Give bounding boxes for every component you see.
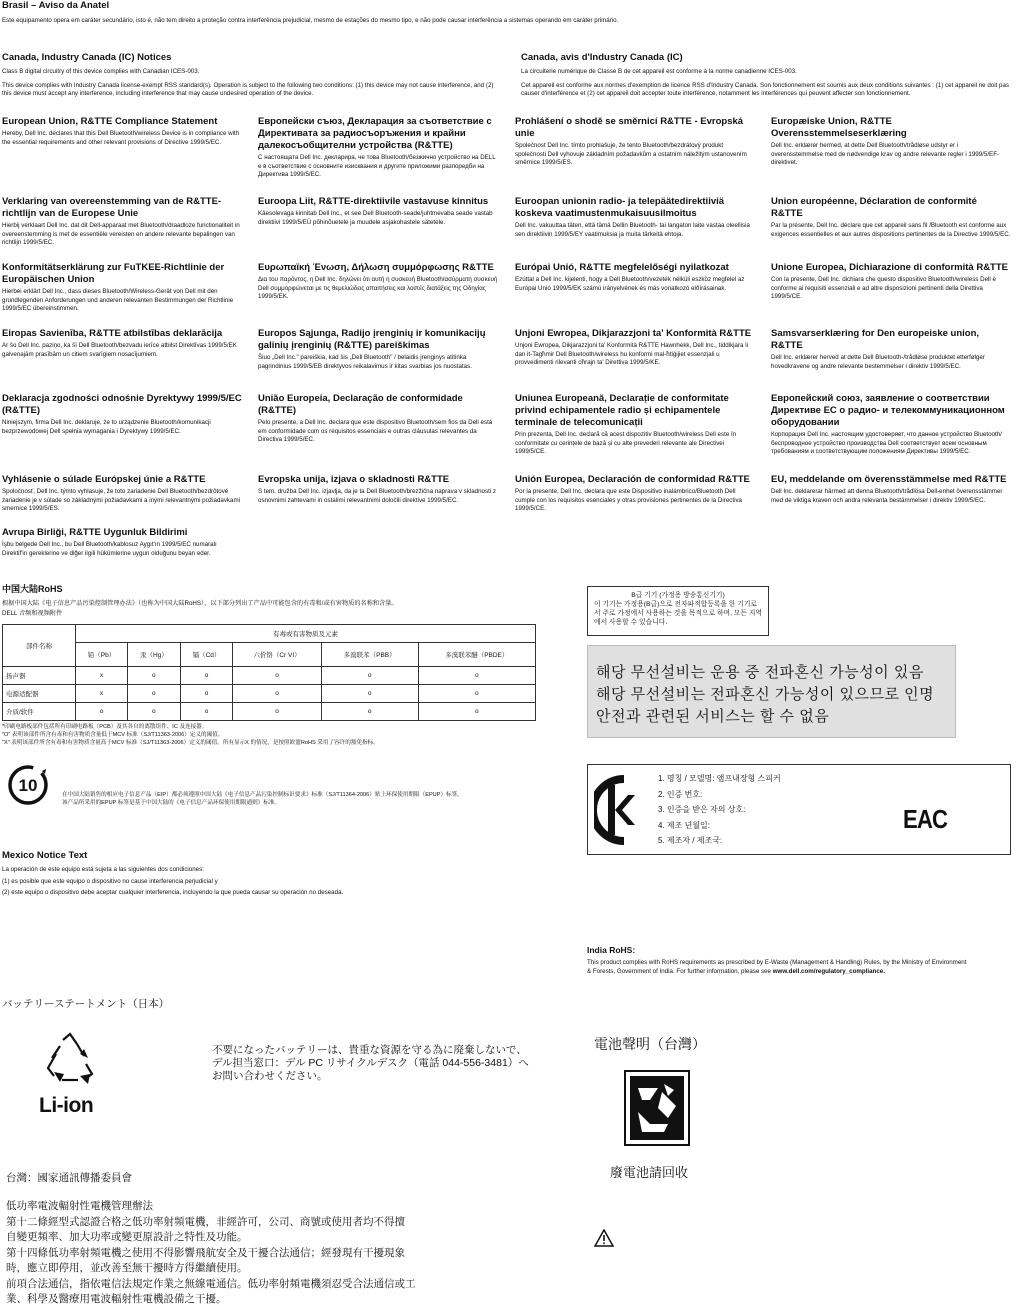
column-header: 六价铬（Cr VI） bbox=[233, 643, 321, 667]
row-name: 扬声器 bbox=[3, 667, 76, 685]
eu-text: Δια του παρόντος, η Dell Inc. δηλώνει ότι αυτή η συσκευή Bluetooth/ασύρματη συσκευή Dell συμμορφώνεται με τις θεμελιώδεις απαιτήσεις και λοιπές διατάξεις της Οδηγίας 1999/5/EK. bbox=[258, 276, 498, 301]
taiwan-ncc-line: 前項合法通信，指依電信法規定作業之無線電通信。低功率射頻電機須忍受合法通信或工 bbox=[6, 1277, 416, 1290]
kc-mark-icon bbox=[594, 775, 644, 845]
korea-class-b-text: 이 기기는 가정용(B급)으로 전자파적합등록을 한 기기로서 주로 가정에서 사용하는 것을 목적으로 하며, 모든 지역에서 사용할 수 있습니다. bbox=[594, 601, 763, 626]
eu-statement bbox=[515, 328, 755, 368]
korea-radio-line: 안전과 관련된 서비스는 할 수 없음 bbox=[596, 708, 830, 725]
taiwan-battery-title: 電池聲明（台灣） bbox=[594, 1036, 706, 1052]
table-cell: o bbox=[321, 667, 418, 685]
eu-title: Europæiske Union, R&TTE Overensstemmelseserklæring bbox=[771, 116, 907, 139]
eu-title: Samsvarserklæring for Den europeiske union, R&TTE bbox=[771, 328, 980, 351]
korea-class-b-title: B급 기기 (가정용 방송통신기기) bbox=[631, 592, 725, 599]
epup-line2: 该产品所采用的EPUP 标签是基于中国大陆的《电子信息产品环保使用期限通则》标准。 bbox=[62, 800, 281, 806]
taiwan-ncc-line: 低功率電波輻射性電機管理辦法 bbox=[6, 1200, 153, 1212]
eu-statement bbox=[2, 393, 242, 436]
eu-statement bbox=[515, 116, 755, 168]
table-cell: o bbox=[76, 703, 128, 721]
eu-title: Union européenne, Déclaration de conformité R&TTE bbox=[771, 196, 977, 219]
eu-text: Käesolevaga kinnitab Dell Inc., et see Dell Bluetooth-seade/juhtmevaba seade vastab direktiivi 1999/5/EÜ põhinõuetele ja muudele asjakohastele sätetele. bbox=[258, 210, 493, 226]
taiwan-ncc-line: 第十二條經型式認證合格之低功率射頻電機，非經許可，公司、商號或使用者均不得擅 bbox=[6, 1215, 405, 1228]
eu-text: Con la presente, Dell Inc. dichiara che questo dispositivo Bluetooth/wireless Dell è conforme ai requisiti essenziali e ad altre disposizioni pertinenti della Direttiva 1999/5/CE. bbox=[771, 276, 996, 301]
eu-text: Hereby, Dell Inc. declares that this Dell Bluetooth/wireless Device is in compliance with the essential requirements and other relevant provisions of Directive 1999/5/EC. bbox=[2, 130, 240, 146]
eu-text: Par la présente, Dell Inc. déclare que cet appareil sans fil /Bluetooth est conforme aux exigences essentielles et aux autres dispositions pertinentes de la Directive 1999/5/EC. bbox=[771, 222, 1011, 238]
canada-p2: This device complies with Industry Canada license-exempt RSS standard(s). Operation is subject to the following two conditions: (1) this device may not cause interference, and (2) this device must accept any interference, including interference that may cause undesired operation of the device. bbox=[2, 81, 494, 98]
eu-text: С настоящата Dell Inc. декларира, че това Bluetooth/безжично устройство на DELL е в съответствие с основните изисквания и другите приложими разпоредби на Директива 1999/5/EC. bbox=[258, 154, 496, 179]
li-ion-label: Li-ion bbox=[39, 1094, 94, 1117]
eu-text: Prin prezenta, Dell Inc. declară că acest dispozitiv Bluetooth/wireless Dell este în conformitate cu cerințele de bază și cu alte prevederi relevante ale Directivei 1999/5/CE. bbox=[515, 431, 737, 456]
eu-statement bbox=[515, 474, 755, 514]
eu-title: Ευρωπαϊκή Ένωση, Δήλωση συμμόρφωσης R&TTE bbox=[258, 262, 494, 273]
row-name: 介质/软件 bbox=[3, 703, 76, 721]
eu-title: Eiropas Savienība, R&TTE atbilstības deklarācija bbox=[2, 328, 223, 339]
eu-title: Deklaracja zgodności odnośnie Dyrektywy 1999/5/EC (R&TTE) bbox=[2, 393, 242, 416]
eu-title: Evropska unija, izjava o skladnosti R&TTE bbox=[258, 474, 450, 485]
taiwan-recycle-icon bbox=[624, 1070, 690, 1146]
eu-title: Unjoni Ewropea, Dikjarazzjoni ta' Konformità R&TTE bbox=[515, 328, 752, 339]
column-header: 铅（Pb） bbox=[76, 643, 128, 667]
table-cell: o bbox=[128, 685, 181, 703]
epup-text bbox=[62, 791, 662, 807]
eu-statement bbox=[2, 474, 242, 514]
eu-statement bbox=[771, 393, 1011, 457]
eu-text: Dell Inc. vakuuttaa täten, että tämä Dellin Bluetooth- tai langaton laite vastaa oleellisia sen direktiivin 1999/5/EY vaatimuksia ja muita tärkeitä ehtoja. bbox=[515, 222, 750, 238]
part-name-header: 部件名称 bbox=[3, 625, 76, 667]
eu-title: Европейски съюз, Декларация за съответствие с Директивата за радиосъоръжения и крайни далекосъобщителни устройства (R&TTE) bbox=[258, 116, 492, 151]
column-header: 多溴联苯醚（PBDE） bbox=[418, 643, 535, 667]
canada-title: Canada, Industry Canada (IC) Notices bbox=[2, 52, 172, 63]
japan-l1: 不要になったバッテリーは、貴重な資源を守る為に廃棄しないで、 bbox=[212, 1044, 527, 1056]
china-note3: "X" 表明该部件所含有毒和有害物质含量高于MCV 标准（SJ/T11363-2006）定义的阈值。所有显示X 的情况，是按照欧盟RoHS 采用了容许的豁免指标。 bbox=[2, 740, 379, 747]
table-cell: o bbox=[418, 685, 535, 703]
eu-statement bbox=[258, 328, 498, 371]
eu-text: Hierbij verklaart Dell Inc. dat dit Dell-apparaat met Bluetooth/draadloze functionaliteit in overeenstemming is met de essentiële vereisten en andere relevante bepalingen van richtlijn 1999/5/EC. bbox=[2, 222, 240, 247]
brasil-text: Este equipamento opera em caráter secundário, isto é, não tem direito a proteção contra interferência prejudicial, mesmo de estações do mesmo tipo, e não pode causar interferência a sistemas operando em caráter primário. bbox=[2, 17, 619, 24]
mexico-l1: La operación de este equipo está sujeta a las siguientes dos condiciones: bbox=[2, 866, 204, 873]
epup-10-icon bbox=[6, 763, 50, 807]
table-cell: o bbox=[233, 667, 321, 685]
eu-title: Unione Europea, Dichiarazione di conformità R&TTE bbox=[771, 262, 1008, 273]
eu-title: Европейский союз, заявление о соответствии Директиве ЕС о радио- и телекоммуникационном оборудовании bbox=[771, 393, 1005, 428]
mexico-title: Mexico Notice Text bbox=[2, 850, 88, 861]
mexico-section bbox=[2, 850, 562, 898]
eu-statement bbox=[2, 527, 242, 558]
canada-fr-section bbox=[521, 52, 1013, 99]
korea-kc-box bbox=[587, 764, 1011, 855]
taiwan-ncc-line: 時，應立即停用，並改善至無干擾時方得繼續使用。 bbox=[6, 1262, 248, 1274]
table-cell: x bbox=[76, 667, 128, 685]
eu-title: EU, meddelande om överensstämmelse med R&TTE bbox=[771, 474, 1007, 485]
table-cell: x bbox=[76, 685, 128, 703]
eu-statement bbox=[258, 262, 498, 302]
eu-text: Pelo presente, a Dell Inc. declara que este dispositivo Bluetooth/sem fios da Dell está em conformidade com os requisitos essenciais e outras cláusulas relevantes da Directiva 1999/5/EC. bbox=[258, 419, 493, 444]
canada-p1: Class B digital circuitry of this device complies with Canadian ICES-003. bbox=[2, 68, 200, 75]
eu-text: Корпорация Dell Inc. настоящим удостоверяет, что данное устройство Bluetooth/беспроводное устройство производства Dell соответствует всем основным требованиям и соответствующим положениям Директивы 1999/5/EC. bbox=[771, 431, 1002, 456]
korea-class-b-box bbox=[587, 586, 769, 636]
taiwan-ncc-line: 自變更頻率、加大功率或變更原設計之特性及功能。 bbox=[6, 1231, 248, 1243]
eu-statement bbox=[2, 196, 242, 248]
warning-icon bbox=[594, 1229, 614, 1247]
eu-statement bbox=[771, 196, 1011, 239]
canada-fr-p1: La circuiterie numérique de Classe B de cet appareil est conforme à la norme canadienne ICES-003. bbox=[521, 68, 797, 75]
table-cell: o bbox=[418, 703, 535, 721]
taiwan-ncc-text bbox=[6, 1199, 446, 1308]
table-row bbox=[3, 685, 536, 703]
table-row bbox=[3, 703, 536, 721]
india-text bbox=[587, 959, 967, 976]
japan-text bbox=[212, 1044, 542, 1083]
mexico-l2: (1) es posible que este equipo o dispositivo no cause interferencia perjudicial y bbox=[2, 877, 218, 885]
eu-title: Verklaring van overeenstemming van de R&TTE-richtlijn van de Europese Unie bbox=[2, 196, 222, 219]
epup-number: 10 bbox=[18, 776, 38, 795]
eu-title: Prohlášení o shodě se směrnicí R&TTE - Evropská unie bbox=[515, 116, 744, 139]
eu-title: União Europeia, Declaração de conformidade (R&TTE) bbox=[258, 393, 463, 416]
substance-group-header: 有毒或有害物质及元素 bbox=[76, 625, 536, 643]
table-cell: o bbox=[233, 703, 321, 721]
table-cell: o bbox=[128, 703, 181, 721]
eu-statement bbox=[771, 262, 1011, 302]
eu-statement bbox=[771, 116, 1011, 168]
eu-title: Európai Unió, R&TTE megfelelőségi nyilatkozat bbox=[515, 262, 729, 273]
eu-statement bbox=[2, 116, 242, 147]
taiwan-ncc-title: 台灣：國家通訊傳播委員會 bbox=[6, 1172, 132, 1184]
table-cell: o bbox=[321, 685, 418, 703]
china-rohs-table bbox=[2, 624, 536, 721]
china-line1: 根据中国大陆《电子信息产品污染控制管理办法》（也称为中国大陆RoHS），以下部分列出了产品中可能包含的有毒和/或有害物质的名称和含量。 bbox=[2, 600, 398, 607]
table-cell: o bbox=[180, 685, 233, 703]
china-note1: *印刷电路板部件包括所有印刷电路板（PCB）及其各自的离散组件、IC 及连接器。 bbox=[2, 724, 208, 731]
eu-text: Dell Inc. deklarerar härmed att denna Bluetooth/trådlösa Dell-enhet överensstämmer med de viktiga kraven och andra relevanta bestämmelser i direktiv 1999/5/EC. bbox=[771, 488, 1003, 504]
kc-item: 2. 인증 번호: bbox=[658, 789, 703, 799]
eu-statement bbox=[258, 116, 498, 180]
eu-statement bbox=[771, 328, 1011, 371]
eu-text: Hierbei erklärt Dell Inc., dass dieses Bluetooth/Wireless-Gerät von Dell mit den grundlegenden Anforderungen und anderen relevanten Bestimmungen der Richtlinie 1999/5/EC übereinstimmen. bbox=[2, 288, 234, 313]
eu-text: Unjoni Ewropea, Dikjarazzjoni ta' Konformità R&TTE Hawnhekk, Dell Inc., tiddikjara li dan it-Tagħmir Dell Bluetooth/wireless hu konformi mal-ħtiġijiet essenzjali u provvedimenti rilevanti oħrajn ta' Direttiva 1999/5/KE. bbox=[515, 342, 748, 367]
india-title: India RoHS: bbox=[587, 945, 636, 955]
japan-l2: デル担当窓口：デル PC リサイクルデスク（電話 044-556-3481）へ bbox=[212, 1057, 529, 1069]
eu-title: Euroopan unionin radio- ja telepäätedirektiiviä koskeva vaatimustenmukaisuusilmoitus bbox=[515, 196, 725, 219]
eu-title: Avrupa Birliği, R&TTE Uygunluk Bildirimi bbox=[2, 527, 188, 538]
eu-title: Europos Sąjunga, Radijo įrenginių ir komunikacijų galinių įrenginių (R&TTE) pareiškimas bbox=[258, 328, 486, 351]
japan-l3: お問い合わせください。 bbox=[212, 1070, 328, 1082]
korea-radio-line: 해당 무선설비는 전파혼신 가능성이 있으므로 인명 bbox=[596, 686, 935, 703]
eu-title: Euroopa Liit, R&TTE-direktiivile vastavuse kinnitus bbox=[258, 196, 489, 207]
eu-text: Spoločnosť, Dell Inc. týmto vyhlasuje, že toto zariadenie Dell Bluetooth/bezdrôtové zariadenie je v súlade so základnými požiadavkami a inými relevantnými požiadavkami smernice 1999/5/ES. bbox=[2, 488, 240, 513]
eu-text: Šiuo „Dell Inc." pareiškia, kad šis „Dell Bluetooth" / belaidis įrenginys atitinka pagrindinius 1999/5/EB direktyvos reikalavimus ir kitas svarbias jos nuostatas. bbox=[258, 354, 472, 370]
eu-text: Společnost Dell Inc. tímto prohlašuje, že tento Bluetooth/bezdrátový produkt společnosti Dell vyhovuje základním požadavkům a ostatním náležitým ustanovením směrnice 1999/5/ES. bbox=[515, 142, 747, 167]
taiwan-ncc-line: 業、科學及醫療用電波輻射性電機設備之干擾。 bbox=[6, 1293, 227, 1305]
eu-statement bbox=[771, 474, 1011, 505]
column-header: 多溴联苯（PBB） bbox=[321, 643, 418, 667]
eu-statement bbox=[2, 328, 242, 359]
india-body: This product complies with RoHS requirements as prescribed by E-Waste (Management & Handling) Rules, by the Ministry of Environment & Forests, Government of India. For further information, please see bbox=[587, 959, 967, 975]
epup-line1: 在中国大陆销售的相应电子信息产品（EIP）都必须遵照中国大陆《电子信息产品污染控制标识要求》标准（SJ/T11364-2006）贴上环保使用期限（EPUP）标签。 bbox=[62, 792, 463, 798]
eu-text: Dell Inc. erklærer herved at dette Dell Bluetooth-/trådløse produktet etterfølger hovedkravene og andre relevante bestemmelser i direktiv 1999/5/EC. bbox=[771, 354, 985, 370]
japan-title: バッテリーステートメント（日本） bbox=[2, 998, 170, 1010]
canada-fr-p2: Cet appareil est conforme aux normes d'exemption de licence RSS d'Industry Canada. Son fonctionnement est soumis aux deux conditions suivantes : (1) cet appareil ne doit pas causer d'interférence et (2) cet appareil doit accepter toute interférence, notamment les interférences qui peuvent affecter son fonctionnement. bbox=[521, 81, 1010, 98]
table-cell: o bbox=[418, 667, 535, 685]
taiwan-battery-caption: 廢電池請回收 bbox=[610, 1165, 689, 1180]
eu-text: Ezúttal a Dell Inc. kijelenti, hogy a Dell Bluetooth/vezeték nélküli eszköz megfelel az Európai Unió 1999/5/EK számú irányelvének és más vonatkozó előírásainak. bbox=[515, 276, 745, 292]
eu-statement bbox=[515, 393, 755, 457]
taiwan-ncc-line: 第十四條低功率射頻電機之使用不得影響飛航安全及干擾合法通信；經發現有干擾現象 bbox=[6, 1246, 405, 1259]
eu-title: Vyhlásenie o súlade Európskej únie a R&TTE bbox=[2, 474, 206, 485]
eu-statement bbox=[258, 393, 498, 445]
india-section bbox=[587, 944, 967, 976]
row-name: 电源适配器 bbox=[3, 685, 76, 703]
eu-text: Por la presente, Dell Inc. declara que este Dispositivo inalámbrico/Bluetooth Dell cumple con los requisitos esenciales y otras provisiones pertinentes de la Directiva 1999/5/CE. bbox=[515, 488, 742, 513]
eu-text: Dell Inc. erklærer hermed, at dette Dell Bluetooth/trådløse udstyr er i overensstemmelse med de nødvendige krav og andre relevante regler i 1999/5/EF-direktivet. bbox=[771, 142, 1000, 167]
brasil-section bbox=[2, 0, 1012, 26]
eac-mark-icon: EAC bbox=[903, 804, 948, 834]
eu-statement bbox=[2, 262, 242, 314]
eu-text: Niniejszym, firma Dell Inc. deklaruje, że to urządzenie Bluetooth/komunikacji bezprzewodowej Dell spełnia wymagania i Dyrektywy 1999/5/EC. bbox=[2, 419, 211, 435]
kc-item: 1. 명칭 / 모델명: 앰프내장형 스피커 bbox=[658, 774, 781, 783]
eu-title: Unión Europea, Declaración de conformidad R&TTE bbox=[515, 474, 750, 485]
china-note2: "O" 表明该部件所含有毒和有害物质含量低于MCV 标准（SJ/T11363-2006）定义的阈值。 bbox=[2, 732, 224, 739]
india-url[interactable]: www.dell.com/regulatory_compliance. bbox=[772, 967, 885, 975]
canada-section bbox=[2, 52, 502, 99]
kc-item: 5. 제조자 / 제조국: bbox=[658, 836, 723, 845]
eu-statement bbox=[515, 196, 755, 239]
eu-text: İşbu belgede Dell Inc., bu Dell Bluetooth/kablosuz Aygıt'ın 1999/5/EC numaralı Direktif'in gereklerine ve diğer ilgili hükümlerine uygun olduğunu beyan eder. bbox=[2, 541, 217, 557]
brasil-title: Brasil – Aviso da Anatel bbox=[2, 0, 110, 11]
korea-radio-line: 해당 무선설비는 운용 중 전파혼신 가능성이 있음 bbox=[596, 664, 924, 681]
table-cell: o bbox=[321, 703, 418, 721]
canada-fr-title: Canada, avis d'Industry Canada (IC) bbox=[521, 52, 683, 63]
column-header: 汞（Hg） bbox=[128, 643, 181, 667]
table-cell: o bbox=[233, 685, 321, 703]
china-title: 中国大陆RoHS bbox=[2, 584, 63, 594]
table-row bbox=[3, 667, 536, 685]
korea-radio-warning-box bbox=[587, 645, 956, 738]
mexico-l3: (2) este equipo o dispositivo debe aceptar cualquier interferencia, incluyendo la que pueda causar su operación no deseada. bbox=[2, 889, 344, 897]
eu-title: European Union, R&TTE Compliance Statement bbox=[2, 116, 218, 127]
column-header: 镉（Cd） bbox=[180, 643, 233, 667]
eu-statement bbox=[515, 262, 755, 293]
recycle-icon bbox=[40, 1032, 100, 1088]
eu-title: Uniunea Europeană, Declarație de conformitate privind echipamentele radio și echipamentele terminale de telecomunicații bbox=[515, 393, 729, 428]
table-cell: o bbox=[180, 667, 233, 685]
table-cell: o bbox=[180, 703, 233, 721]
eu-statement bbox=[258, 196, 498, 227]
eu-text: S tem, družba Dell Inc. izjavlja, da je ta Dell Bluetooth/brezžična naprava v skladnosti z osnovnimi zahtevami in ostalimi relevantnimi določili direktive 1999/5/EC. bbox=[258, 488, 496, 504]
eu-statement bbox=[258, 474, 498, 505]
kc-item: 4. 제조 년월일: bbox=[658, 820, 710, 830]
kc-item: 3. 인증을 받은 자의 상호: bbox=[658, 805, 746, 814]
china-line2: DELL 音频和视频附件 bbox=[2, 609, 63, 617]
eu-text: Ar šo Dell Inc. paziņo, ka šī Dell Bluetooth/bezvadu ierīce atbilst Direktīvas 1999/5/EK galvenajām prasībām un citiem svarīgiem nosacījumiem. bbox=[2, 342, 237, 358]
eu-title: Konformitätserklärung zur FuTKEE-Richtlinie der Europäischen Union bbox=[2, 262, 225, 285]
china-rohs-section bbox=[2, 583, 562, 747]
table-cell: o bbox=[128, 667, 181, 685]
